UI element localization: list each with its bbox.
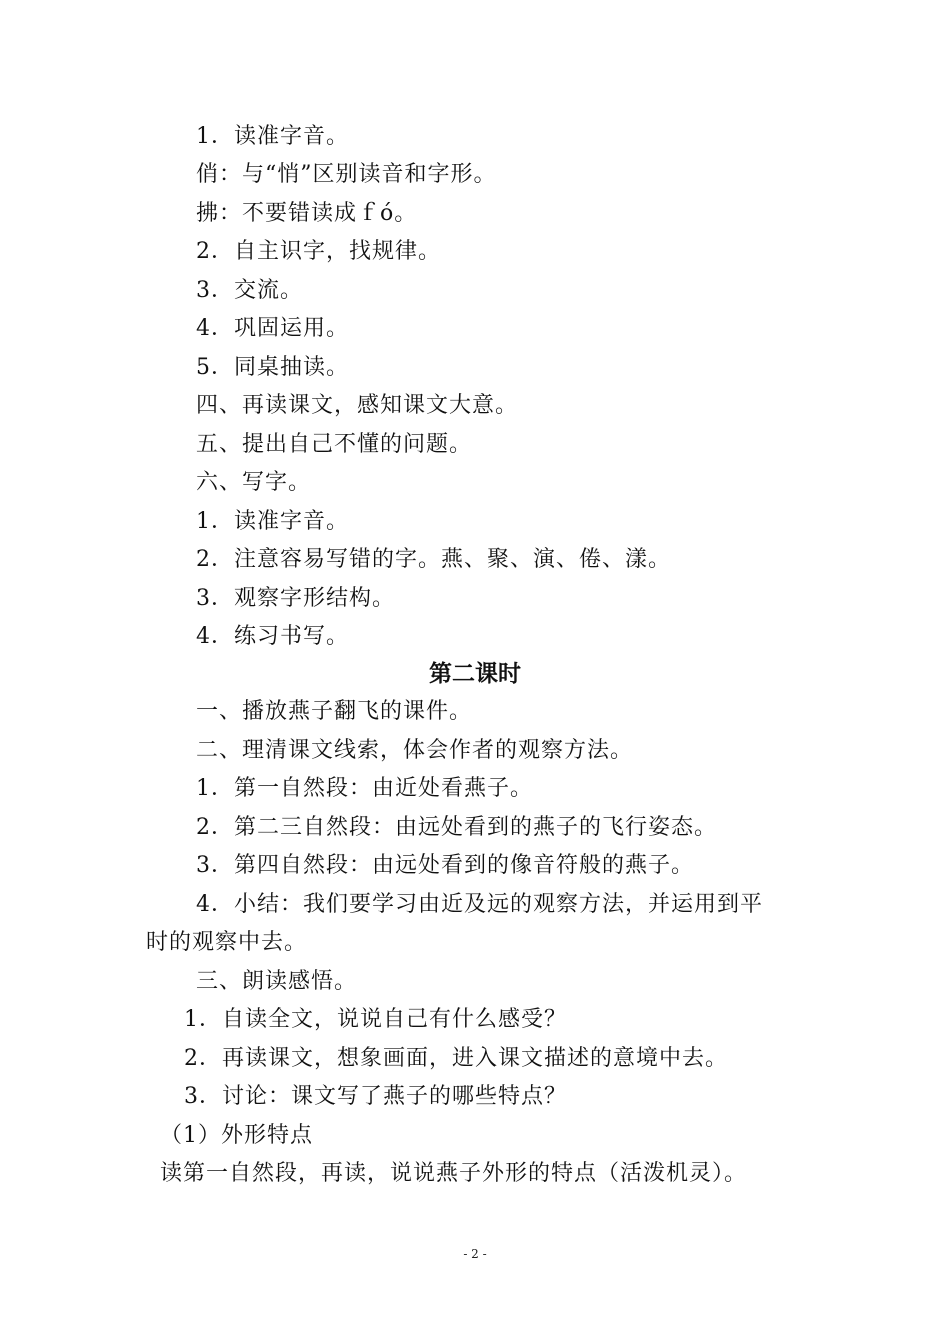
- text-line: 1．读准字音。: [196, 509, 349, 534]
- text-line: 四、再读课文，感知课文大意。: [196, 393, 519, 418]
- text-line: 1．第一自然段：由近处看燕子。: [196, 776, 533, 801]
- text-line: 2．注意容易写错的字。燕、聚、演、倦、漾。: [196, 547, 671, 572]
- text-line: 2．再读课文，想象画面，进入课文描述的意境中去。: [184, 1046, 728, 1071]
- text-line: 拂：不要错读成ｆó。: [196, 201, 418, 226]
- text-line: 一、播放燕子翻飞的课件。: [196, 699, 473, 724]
- text-line: 3．交流。: [196, 278, 303, 303]
- text-line: 5．同桌抽读。: [196, 355, 349, 380]
- text-line: 3．讨论：课文写了燕子的哪些特点？: [184, 1084, 567, 1109]
- text-line: 4．练习书写。: [196, 624, 349, 649]
- text-line: 时的观察中去。: [146, 930, 308, 955]
- page-number: - 2 -: [463, 1247, 487, 1261]
- text-line: 六、写字。: [196, 470, 312, 495]
- text-line: 二、理清课文线索，体会作者的观察方法。: [196, 738, 634, 763]
- text-line: 俏：与“悄”区别读音和字形。: [196, 162, 497, 187]
- text-line: 4．小结：我们要学习由近及远的观察方法，并运用到平: [196, 892, 763, 917]
- text-line: 4．巩固运用。: [196, 316, 349, 341]
- text-line: 读第一自然段，再读，说说燕子外形的特点（活泼机灵）。: [160, 1161, 748, 1186]
- text-line: 三、朗读感悟。: [196, 969, 358, 994]
- text-line: 2．自主识字，找规律。: [196, 239, 441, 264]
- text-line: 2．第二三自然段：由远处看到的燕子的飞行姿态。: [196, 815, 717, 840]
- text-line: 3．观察字形结构。: [196, 586, 395, 611]
- text-line: 1．读准字音。: [196, 124, 349, 149]
- text-line: （1）外形特点: [160, 1123, 313, 1148]
- text-line: 1．自读全文，说说自己有什么感受？: [184, 1007, 567, 1032]
- text-line: 3．第四自然段：由远处看到的像音符般的燕子。: [196, 853, 694, 878]
- text-line: 五、提出自己不懂的问题。: [196, 432, 473, 457]
- lesson-heading: 第二课时: [429, 661, 521, 687]
